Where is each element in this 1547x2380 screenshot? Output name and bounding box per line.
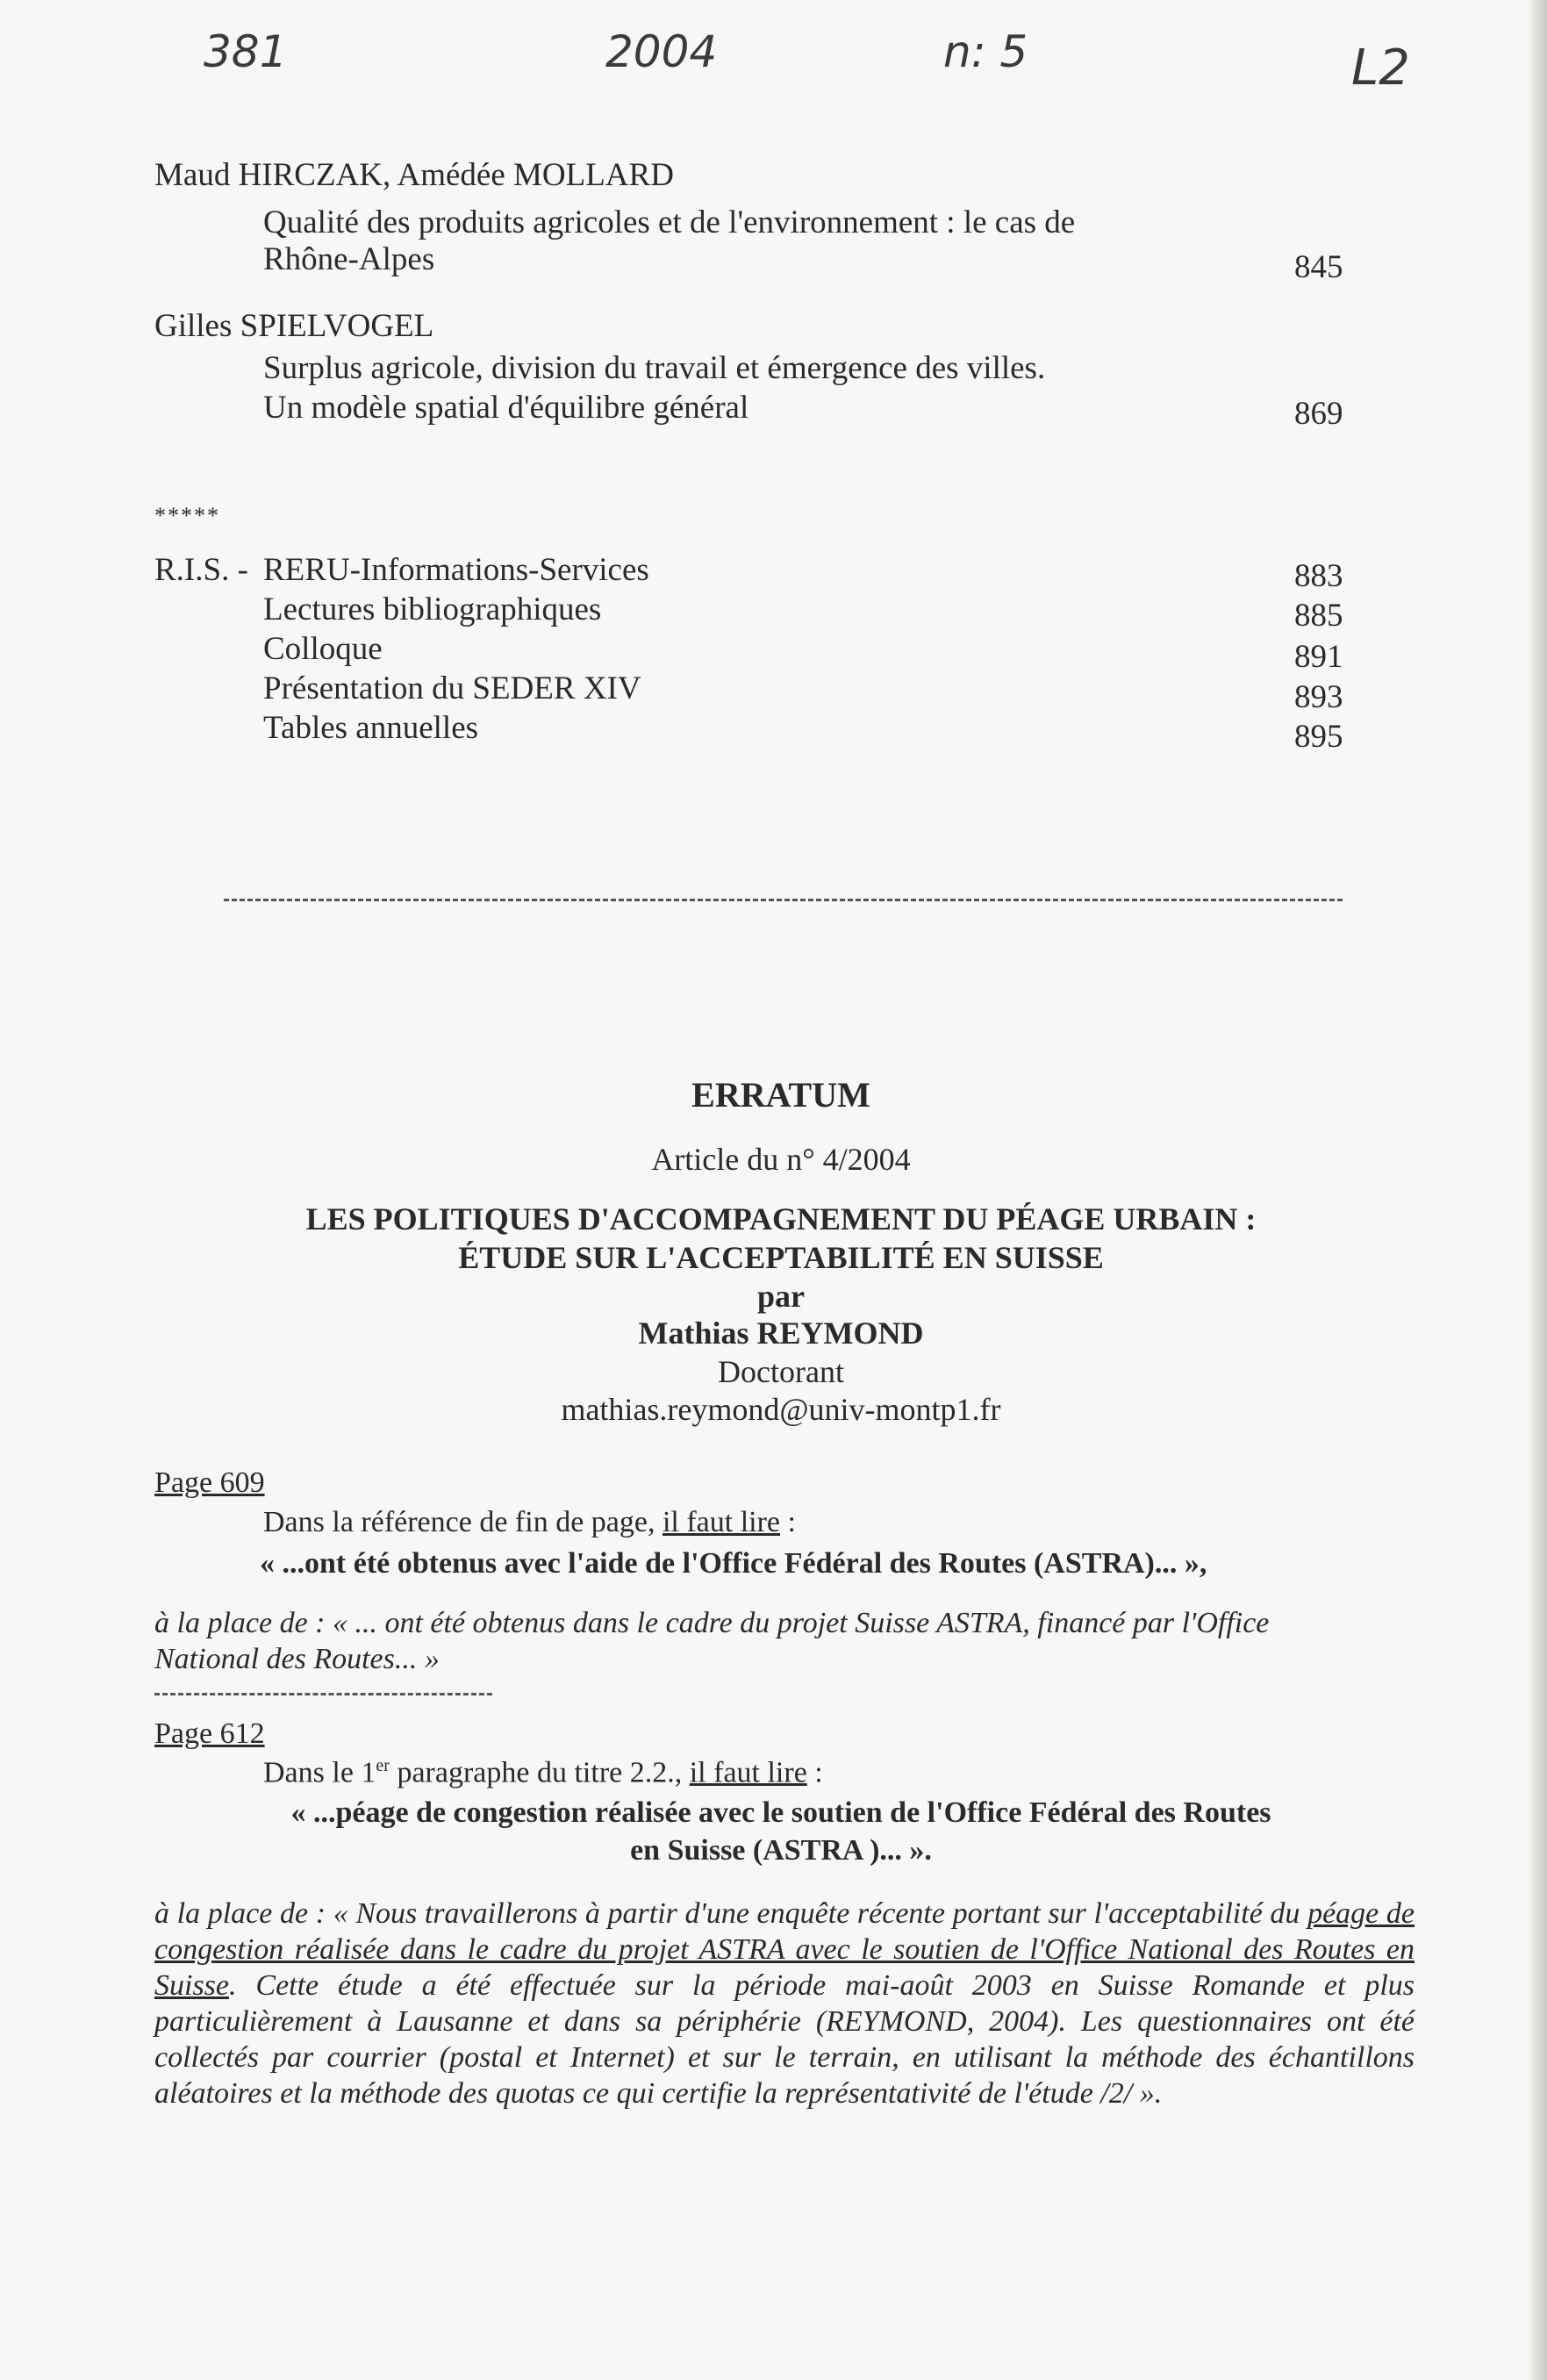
ris-item-label: Présentation du SEDER XIV xyxy=(263,670,641,706)
scan-edge xyxy=(1528,0,1547,2380)
il-faut-lire: il faut lire xyxy=(662,1506,781,1538)
correction-1-correct-text: « ...ont été obtenus avec l'aide de l'Office Fédéral des Routes (ASTRA)... », xyxy=(260,1547,1207,1580)
superscript: er xyxy=(376,1756,390,1775)
ris-item-page: 895 xyxy=(1294,719,1343,755)
intro-text: Dans la référence de fin de page, xyxy=(263,1506,662,1538)
ris-item-label: RERU-Informations-Services xyxy=(263,552,649,588)
erratum-title-line2: ÉTUDE SUR L'ACCEPTABILITÉ EN SUISSE xyxy=(458,1240,1104,1275)
erratum-author: Mathias REYMOND xyxy=(638,1315,924,1351)
ris-prefix: R.I.S. - xyxy=(154,552,248,588)
instead-text-start: à la place de : « Nous travaillerons à partir d'une enquête récente portant sur l'acceptabilité du xyxy=(154,1897,1308,1930)
erratum-title-line1: LES POLITIQUES D'ACCOMPAGNEMENT DU PÉAGE URBAIN : xyxy=(305,1201,1257,1237)
erratum-email: mathias.reymond@univ-montp1.fr xyxy=(561,1392,1001,1427)
ris-item-page: 885 xyxy=(1294,598,1343,634)
correction-divider xyxy=(154,1693,492,1695)
toc-entry-2-title-line2: Un modèle spatial d'équilibre général xyxy=(263,390,749,426)
toc-entry-1-authors: Maud HIRCZAK, Amédée MOLLARD xyxy=(154,157,674,193)
toc-entry-2-title-line1: Surplus agricole, division du travail et émergence des villes. xyxy=(263,350,1046,386)
instead-text-underlined: péage de congestion réalisée dans le cadre du projet ASTRA avec le soutien de l'Office National des Routes en Suisse xyxy=(154,1897,1415,2002)
handwritten-note-number: n: 5 xyxy=(943,26,1028,77)
correction-1-intro xyxy=(263,1505,796,1541)
toc-separator: ***** xyxy=(154,503,220,528)
correction-1-instead-line2: National des Routes... » xyxy=(154,1643,440,1675)
ris-item-page: 891 xyxy=(1294,639,1343,675)
erratum-article: Article du n° 4/2004 xyxy=(651,1142,911,1177)
correction-2-correct-line2: en Suisse (ASTRA )... ». xyxy=(630,1834,932,1867)
handwritten-note-year: 2004 xyxy=(605,26,718,77)
correction-1-page-label: Page 609 xyxy=(154,1466,265,1499)
erratum-role: Doctorant xyxy=(718,1354,844,1389)
section-divider xyxy=(224,899,1343,901)
il-faut-lire: il faut lire xyxy=(689,1756,807,1789)
ris-item-page: 883 xyxy=(1294,558,1343,594)
ris-item-page: 893 xyxy=(1294,679,1343,715)
intro-text: Dans le 1 xyxy=(263,1756,376,1789)
correction-2-instead-paragraph xyxy=(154,1896,1415,2111)
toc-entry-1-page: 845 xyxy=(1294,249,1343,285)
ris-item-label: Colloque xyxy=(263,631,383,667)
toc-entry-2-page: 869 xyxy=(1294,396,1343,432)
intro-colon: : xyxy=(780,1506,796,1538)
erratum-heading: ERRATUM xyxy=(691,1075,870,1115)
toc-entry-1-title-line2: Rhône-Alpes xyxy=(263,241,435,277)
intro-text-mid: paragraphe du titre 2.2., xyxy=(389,1756,690,1789)
handwritten-note-l2: L2 xyxy=(1351,39,1410,97)
intro-colon: : xyxy=(806,1756,823,1789)
ris-item-label: Lectures bibliographiques xyxy=(263,591,602,627)
toc-entry-2-authors: Gilles SPIELVOGEL xyxy=(154,308,434,344)
correction-2-correct-line1: « ...péage de congestion réalisée avec le soutien de l'Office Fédéral des Routes xyxy=(290,1796,1271,1829)
toc-entry-1-title-line1: Qualité des produits agricoles et de l'environnement : le cas de xyxy=(263,204,1076,240)
erratum-par: par xyxy=(757,1279,805,1314)
correction-2-intro xyxy=(263,1755,823,1791)
correction-2-page-label: Page 612 xyxy=(154,1717,265,1750)
ris-item-label: Tables annuelles xyxy=(263,710,479,746)
instead-text-end: . Cette étude a été effectuée sur la période mai-août 2003 en Suisse Romande et plus particulièrement à Lausanne et dans sa périphérie (REYMOND, 2004). Les questionnaires ont été collectés par courrier (postal et Internet) et sur le terrain, en utilisant la méthode des échantillons aléatoires et la méthode des quotas ce qui certifie la représentativité de l'étude /2/ ». xyxy=(154,1969,1415,2110)
handwritten-note-381: 381 xyxy=(204,26,288,77)
correction-1-instead-line1: à la place de : « ... ont été obtenus dans le cadre du projet Suisse ASTRA, financé par l'Office xyxy=(154,1607,1270,1639)
